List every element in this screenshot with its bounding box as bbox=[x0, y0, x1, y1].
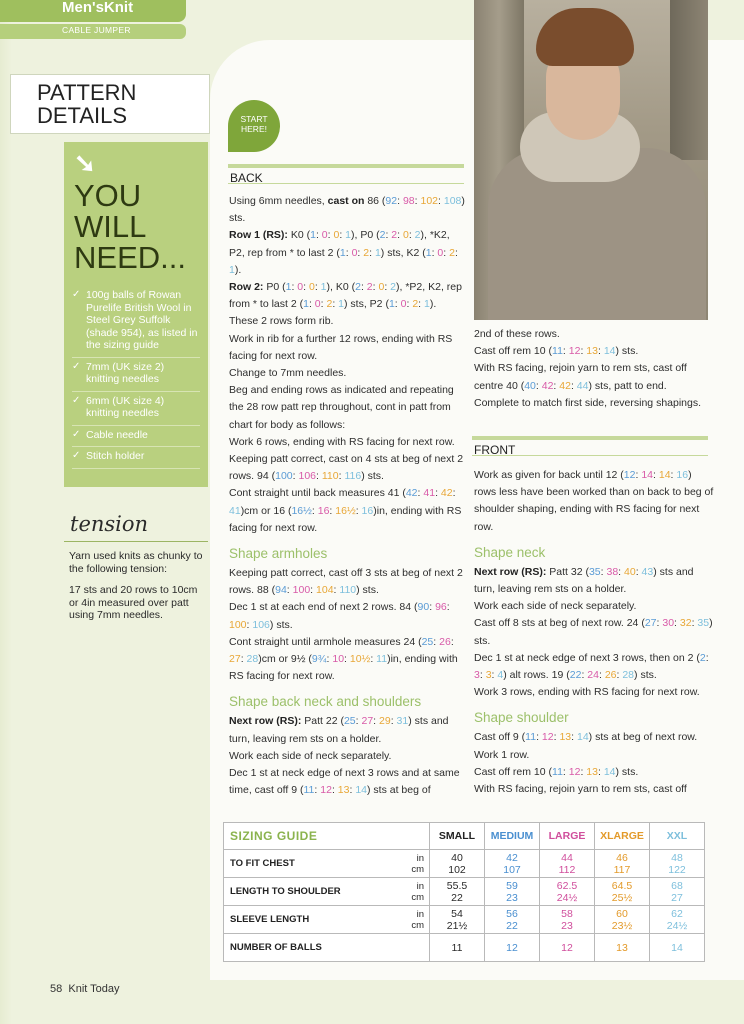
divider bbox=[64, 541, 208, 542]
paragraph: Yarn used knits as chunky to the following tension: bbox=[69, 550, 203, 575]
value: 64.5 bbox=[611, 879, 633, 892]
value: 54 bbox=[451, 907, 463, 920]
value: 117 bbox=[613, 863, 631, 876]
list-item bbox=[72, 426, 200, 448]
value: 107 bbox=[503, 863, 521, 876]
back-continued-column: 2nd of these rows. Cast off rem 10 (11: 12: 13: 14) sts. With RS facing, rejoin yarn to rem sts, cast off centre 40 (40: 42: 42: 44) sts, patt to end. Complete to match first side, reversing shapings. bbox=[474, 328, 702, 409]
value: 122 bbox=[668, 863, 686, 876]
row-label: TO FIT CHEST bbox=[224, 850, 401, 878]
page-footer bbox=[50, 983, 120, 995]
unit: in bbox=[416, 880, 424, 892]
value-cell: 12 bbox=[485, 934, 540, 962]
title-line: NEED... bbox=[74, 240, 186, 275]
size-header: MEDIUM bbox=[485, 823, 540, 850]
value: 40 bbox=[451, 851, 463, 864]
value-cell bbox=[650, 850, 705, 878]
badge-line: HERE! bbox=[241, 124, 267, 134]
heading-text: FRONT bbox=[474, 443, 516, 457]
unit-cell bbox=[400, 878, 430, 906]
value-cell bbox=[650, 906, 705, 934]
table-row bbox=[224, 934, 705, 962]
row-label: SLEEVE LENGTH bbox=[224, 906, 401, 934]
front-heading bbox=[472, 436, 708, 456]
value: 27 bbox=[671, 891, 683, 904]
front-column: Work as given for back until 12 (12: 14: 14: 16) rows less have been worked than on back to beg of shoulder shaping, ending with RS facing for next row. Shape neck Next row (RS): Patt 32 (35: 38: 40: 43) sts and turn, leaving rem sts on a holder. Work each side of neck separately. Cast off 8 sts at beg of next row. 24 (27: 30: 32: 35) sts. Dec 1 st at neck edge of next 3 rows, then on 2 (2: 3: 3: 4) alt rows. 19 (22: 24: 26: 28) sts. Work 3 rows, ending with RS facing for next row. Shape shoulder Cast off 9 (11: 12: 13: 14) sts at beg of next row. Work 1 row. Cast off rem 10 (11: 12: 13: 14) sts. With RS facing, rejoin yarn to rem sts, cast off bbox=[474, 469, 714, 796]
badge-line: START bbox=[240, 114, 268, 124]
magazine-name: Knit Today bbox=[68, 983, 120, 995]
list-item bbox=[72, 286, 200, 358]
value: 112 bbox=[558, 863, 576, 876]
section-bar bbox=[0, 24, 186, 39]
value: 55.5 bbox=[446, 879, 468, 892]
value-cell bbox=[485, 906, 540, 934]
row-label: LENGTH TO SHOULDER bbox=[224, 878, 401, 906]
value: 22 bbox=[451, 891, 463, 904]
value-cell bbox=[595, 878, 650, 906]
back-heading bbox=[228, 164, 464, 184]
start-here-badge bbox=[228, 100, 280, 152]
unit-cell bbox=[400, 906, 430, 934]
you-will-need-box bbox=[64, 142, 208, 487]
value: 46 bbox=[616, 851, 628, 864]
value: 60 bbox=[616, 907, 628, 920]
table-header-row bbox=[224, 823, 705, 850]
tree-trunk bbox=[670, 0, 708, 160]
shape-back-neck-heading: Shape back neck and shoulders bbox=[229, 694, 422, 710]
value-cell: 13 bbox=[595, 934, 650, 962]
unit: in bbox=[416, 908, 424, 920]
item-text: 6mm (UK size 4) knitting needles bbox=[86, 394, 165, 419]
list-item bbox=[72, 447, 200, 469]
row-label: NUMBER OF BALLS bbox=[224, 934, 430, 962]
title-line: WILL bbox=[74, 209, 147, 244]
page-number: 58 bbox=[50, 983, 63, 995]
value-cell bbox=[595, 906, 650, 934]
model-photo bbox=[474, 0, 708, 320]
table-row bbox=[224, 906, 705, 934]
check-icon: ✓ bbox=[72, 428, 81, 440]
value: 23 bbox=[561, 919, 573, 932]
tension-heading-box bbox=[64, 508, 208, 542]
value-cell: 11 bbox=[430, 934, 485, 962]
back-column: Using 6mm needles, cast on 86 (92: 98: 102: 108) sts. Row 1 (RS): K0 (1: 0: 0: 1), P0 (2: 2: 0: 2), *K2, P2, rep from * to last 2 (1: 0: 2: 1) sts, K2 (1: 0: 2: 1). Row 2: P0 (1: 0: 0: 1), K0 (2: 2: 0: 2), *P2, K2, rep from * to last 2 (1: 0: 2: 1) sts, P2 (1: 0: 2: 1). These 2 rows form rib. Work in rib for a further 12 rows, ending with RS facing for next row. Change to 7mm needles. Beg and ending rows as indicated and repeating the 28 row patt rep throughout, cont in patt from chart for body as follows: Work 6 rows, ending with RS facing for next row. Keeping patt correct, cast on 4 sts at beg of next 2 rows. 94 (100: 106: 110: 116) sts. Cont straight until back measures 41 (42: 41: 42: 41)cm or 16 (16½: 16: 16½: 16)in, ending with RS facing for next row. Shape armholes Keeping patt correct, cast off 3 sts at beg of next 2 rows. 88 (94: 100: 104: 110) sts. Dec 1 st at each end of next 2 rows. 84 (90: 96: 100: 106) sts. Cont straight until armhole measures 24 (25: 26: 27: 28)cm or 9½ (9¾: 10: 10½: 11)in, ending with RS facing for next row. Shape back neck and shoulders Next row (RS): Patt 22 (25: 27: 29: 31) sts and turn, leaving rem sts on a holder. Work each side of neck separately. Dec 1 st at neck edge of next 3 rows and at same time, cast off 9 (11: 12: 13: 14) sts at beg of bbox=[229, 195, 465, 797]
value: 44 bbox=[561, 851, 573, 864]
pattern-details-box bbox=[10, 74, 210, 134]
section-label: CABLE JUMPER bbox=[62, 25, 131, 35]
value-cell: 12 bbox=[540, 934, 595, 962]
title-line: DETAILS bbox=[37, 103, 128, 128]
value: 23 bbox=[506, 891, 518, 904]
value-cell bbox=[430, 850, 485, 878]
title-line: YOU bbox=[74, 178, 142, 213]
check-icon: ✓ bbox=[72, 360, 81, 372]
unit: cm bbox=[411, 919, 424, 931]
shape-neck-heading: Shape neck bbox=[474, 544, 546, 560]
check-icon: ✓ bbox=[72, 394, 81, 406]
check-icon: ✓ bbox=[72, 289, 81, 300]
model-hair bbox=[536, 8, 634, 66]
value: 62 bbox=[671, 907, 683, 920]
value: 25½ bbox=[611, 891, 633, 904]
title-line: PATTERN bbox=[37, 80, 137, 105]
value: 58 bbox=[561, 907, 573, 920]
value: 24½ bbox=[556, 891, 578, 904]
item-text: 7mm (UK size 2) knitting needles bbox=[86, 360, 165, 385]
value: 22 bbox=[506, 919, 518, 932]
size-header: LARGE bbox=[540, 823, 595, 850]
brand-bar bbox=[0, 0, 186, 22]
item-text: Cable needle bbox=[86, 428, 148, 441]
table-row bbox=[224, 850, 705, 878]
sizing-guide-table bbox=[223, 822, 705, 962]
unit: cm bbox=[411, 863, 424, 875]
value: 56 bbox=[506, 907, 518, 920]
tension-title: tension bbox=[70, 512, 149, 536]
value: 24½ bbox=[666, 919, 688, 932]
value-cell bbox=[540, 878, 595, 906]
value-cell bbox=[430, 906, 485, 934]
start-here-text bbox=[228, 114, 280, 134]
heading-text: BACK bbox=[230, 171, 263, 185]
list-item bbox=[72, 392, 200, 426]
pattern-details-title bbox=[37, 81, 197, 127]
shape-shoulder-heading: Shape shoulder bbox=[474, 710, 569, 726]
item-text: Stitch holder bbox=[86, 450, 145, 462]
value: 68 bbox=[671, 879, 683, 892]
arrow-icon: ➘ bbox=[74, 148, 96, 178]
paragraph: 17 sts and 20 rows to 10cm or 4in measured over patt using 7mm needles. bbox=[69, 584, 198, 621]
value-cell: 14 bbox=[650, 934, 705, 962]
size-header: XLARGE bbox=[595, 823, 650, 850]
sizing-guide-title: SIZING GUIDE bbox=[224, 823, 430, 850]
unit: in bbox=[416, 852, 424, 864]
unit: cm bbox=[411, 891, 424, 903]
size-header: SMALL bbox=[430, 823, 485, 850]
value-cell bbox=[485, 850, 540, 878]
you-will-need-title bbox=[74, 180, 204, 273]
value: 62.5 bbox=[556, 879, 578, 892]
brand-title: Men'sKnit bbox=[62, 0, 134, 16]
value: 21½ bbox=[446, 919, 468, 932]
list-item bbox=[72, 358, 200, 392]
value-cell bbox=[650, 878, 705, 906]
value-cell bbox=[540, 906, 595, 934]
value: 42 bbox=[506, 851, 518, 864]
value-cell bbox=[430, 878, 485, 906]
item-text: 100g balls of Rowan Purelife British Wool in Steel Grey Suffolk (shade 954), as listed in the sizing guide bbox=[86, 289, 198, 351]
value: 59 bbox=[506, 879, 518, 892]
value-cell bbox=[540, 850, 595, 878]
shape-armholes-heading: Shape armholes bbox=[229, 546, 328, 562]
tension-text bbox=[69, 550, 209, 631]
table-row bbox=[224, 878, 705, 906]
check-icon: ✓ bbox=[72, 450, 81, 461]
value-cell bbox=[485, 878, 540, 906]
size-header: XXL bbox=[650, 823, 705, 850]
value: 23½ bbox=[611, 919, 633, 932]
value-cell bbox=[595, 850, 650, 878]
value: 102 bbox=[448, 863, 466, 876]
materials-list bbox=[72, 286, 200, 469]
value: 48 bbox=[671, 851, 683, 864]
unit-cell bbox=[400, 850, 430, 878]
